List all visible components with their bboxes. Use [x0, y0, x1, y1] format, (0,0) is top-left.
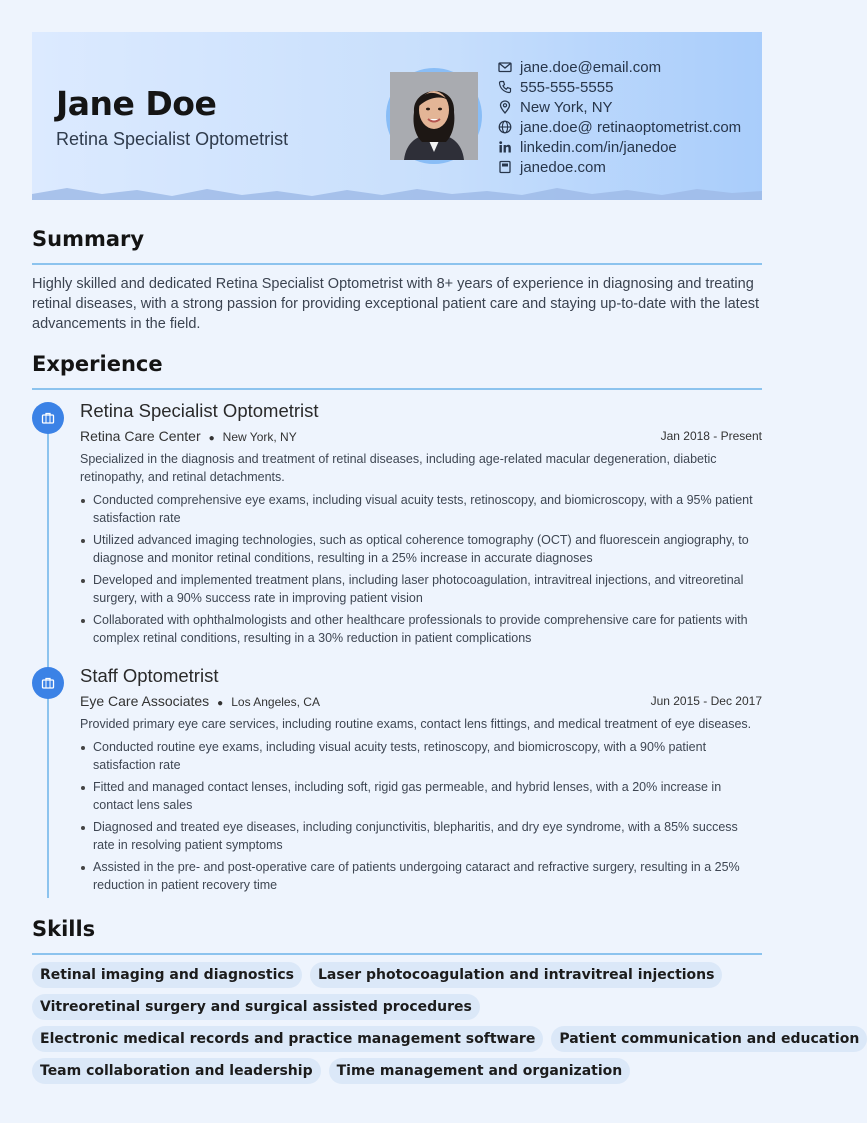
- skill-chip: Laser photocoagulation and intravitreal injections: [310, 962, 722, 988]
- achievement-item: Collaborated with ophthalmologists and other healthcare professionals to provide comprehensive care for patients with complex retinal conditions, resulting in a 30% reduction in patient complications: [80, 611, 762, 647]
- achievement-item: Diagnosed and treated eye diseases, including conjunctivitis, blepharitis, and dry eye syndrome, with a 85% success rate in resolving patient symptoms: [80, 818, 762, 854]
- skills-heading: Skills: [32, 917, 96, 941]
- avatar: [390, 72, 478, 160]
- contact-location-text: New York, NY: [520, 98, 613, 116]
- contact-linkedin[interactable]: [498, 137, 741, 157]
- note-icon: [498, 160, 512, 174]
- job-achievements: [80, 491, 762, 651]
- achievement-item: Utilized advanced imaging technologies, such as optical coherence tomography (OCT) and fluorescein angiography, to diagnose and monitor retinal conditions, resulting in a 25% increase in accurate diagnoses: [80, 531, 762, 567]
- job-company: Retina Care Center: [80, 428, 201, 444]
- summary-divider: [32, 263, 762, 265]
- job-title: Retina Specialist Optometrist: [80, 400, 319, 421]
- experience-divider: [32, 388, 762, 390]
- resume-header: [32, 32, 762, 200]
- job-entry: [32, 400, 762, 650]
- skills-row: [32, 1058, 762, 1084]
- job-description: Specialized in the diagnosis and treatment of retinal diseases, including age-related macular degeneration, diabetic retinopathy, and retinal detachments.: [80, 452, 717, 484]
- achievement-item: Conducted routine eye exams, including visual acuity tests, retinoscopy, and biomicroscopy, with a 90% patient satisfaction rate: [80, 738, 762, 774]
- briefcase-icon: [32, 402, 64, 434]
- skill-chip: Time management and organization: [329, 1058, 631, 1084]
- contact-phone[interactable]: [498, 77, 741, 97]
- achievement-item: Developed and implemented treatment plans, including laser photocoagulation, intravitreal injections, and vitreoretinal surgery, with a 90% success rate in improving patient vision: [80, 571, 762, 607]
- skill-chip: Retinal imaging and diagnostics: [32, 962, 302, 988]
- job-achievements: [80, 738, 762, 898]
- job-location: New York, NY: [222, 430, 297, 444]
- summary-text: Highly skilled and dedicated Retina Specialist Optometrist with 8+ years of experience in diagnosing and treating retinal diseases, with a strong passion for providing exceptional patient care and staying up-to-date with the latest advancements in the field.: [32, 276, 760, 332]
- separator-dot: ●: [217, 698, 224, 709]
- job-dates: Jun 2015 - Dec 2017: [650, 694, 762, 708]
- job-company-line: [80, 693, 320, 709]
- achievement-item: Assisted in the pre- and post-operative care of patients undergoing cataract and refractive surgery, resulting in a 25% reduction in patient recovery time: [80, 858, 762, 894]
- contact-website[interactable]: [498, 157, 741, 177]
- briefcase-icon: [32, 667, 64, 699]
- skill-chip: Team collaboration and leadership: [32, 1058, 321, 1084]
- achievement-item: Fitted and managed contact lenses, including soft, rigid gas permeable, and hybrid lenses, with a 20% increase in contact lens sales: [80, 778, 762, 814]
- avatar-frame: [386, 68, 482, 164]
- contact-website-email[interactable]: [498, 117, 741, 137]
- skill-chip: Vitreoretinal surgery and surgical assisted procedures: [32, 994, 480, 1020]
- contact-location: [498, 97, 741, 117]
- contact-email[interactable]: [498, 57, 741, 77]
- skill-chip: Patient communication and education: [551, 1026, 867, 1052]
- job-title: Staff Optometrist: [80, 665, 219, 686]
- contact-email-text: jane.doe@email.com: [520, 58, 662, 76]
- phone-icon: [498, 80, 512, 94]
- skill-chip: Electronic medical records and practice management software: [32, 1026, 543, 1052]
- candidate-role: Retina Specialist Optometrist: [56, 129, 289, 149]
- job-entry: [32, 665, 762, 900]
- contact-phone-text: 555-555-5555: [520, 78, 614, 96]
- job-description: Provided primary eye care services, including routine exams, contact lens fittings, and medical treatment of eye diseases.: [80, 717, 752, 731]
- skills-row: [32, 1026, 860, 1052]
- mail-icon: [498, 60, 512, 74]
- location-pin-icon: [498, 100, 512, 114]
- contact-website-text: janedoe.com: [520, 158, 606, 176]
- experience-heading: Experience: [32, 352, 163, 376]
- job-dates: Jan 2018 - Present: [660, 429, 762, 443]
- skills-divider: [32, 953, 762, 955]
- contact-linkedin-text: linkedin.com/in/janedoe: [520, 138, 677, 156]
- skills-list: [32, 962, 860, 1090]
- job-company: Eye Care Associates: [80, 693, 210, 709]
- linkedin-icon: [498, 140, 512, 154]
- skills-row: [32, 962, 762, 988]
- achievement-item: Conducted comprehensive eye exams, including visual acuity tests, retinoscopy, and biomicroscopy, with a 95% patient satisfaction rate: [80, 491, 762, 527]
- job-location: Los Angeles, CA: [231, 695, 320, 709]
- header-wave-decoration: [32, 184, 762, 200]
- globe-icon: [498, 120, 512, 134]
- summary-heading: Summary: [32, 227, 145, 251]
- job-company-line: [80, 428, 297, 444]
- candidate-name: Jane Doe: [56, 84, 217, 123]
- contact-list: [498, 57, 741, 177]
- skills-row: [32, 994, 762, 1020]
- contact-website-email-text: jane.doe@ retinaoptometrist.com: [520, 118, 742, 136]
- separator-dot: ●: [208, 433, 215, 444]
